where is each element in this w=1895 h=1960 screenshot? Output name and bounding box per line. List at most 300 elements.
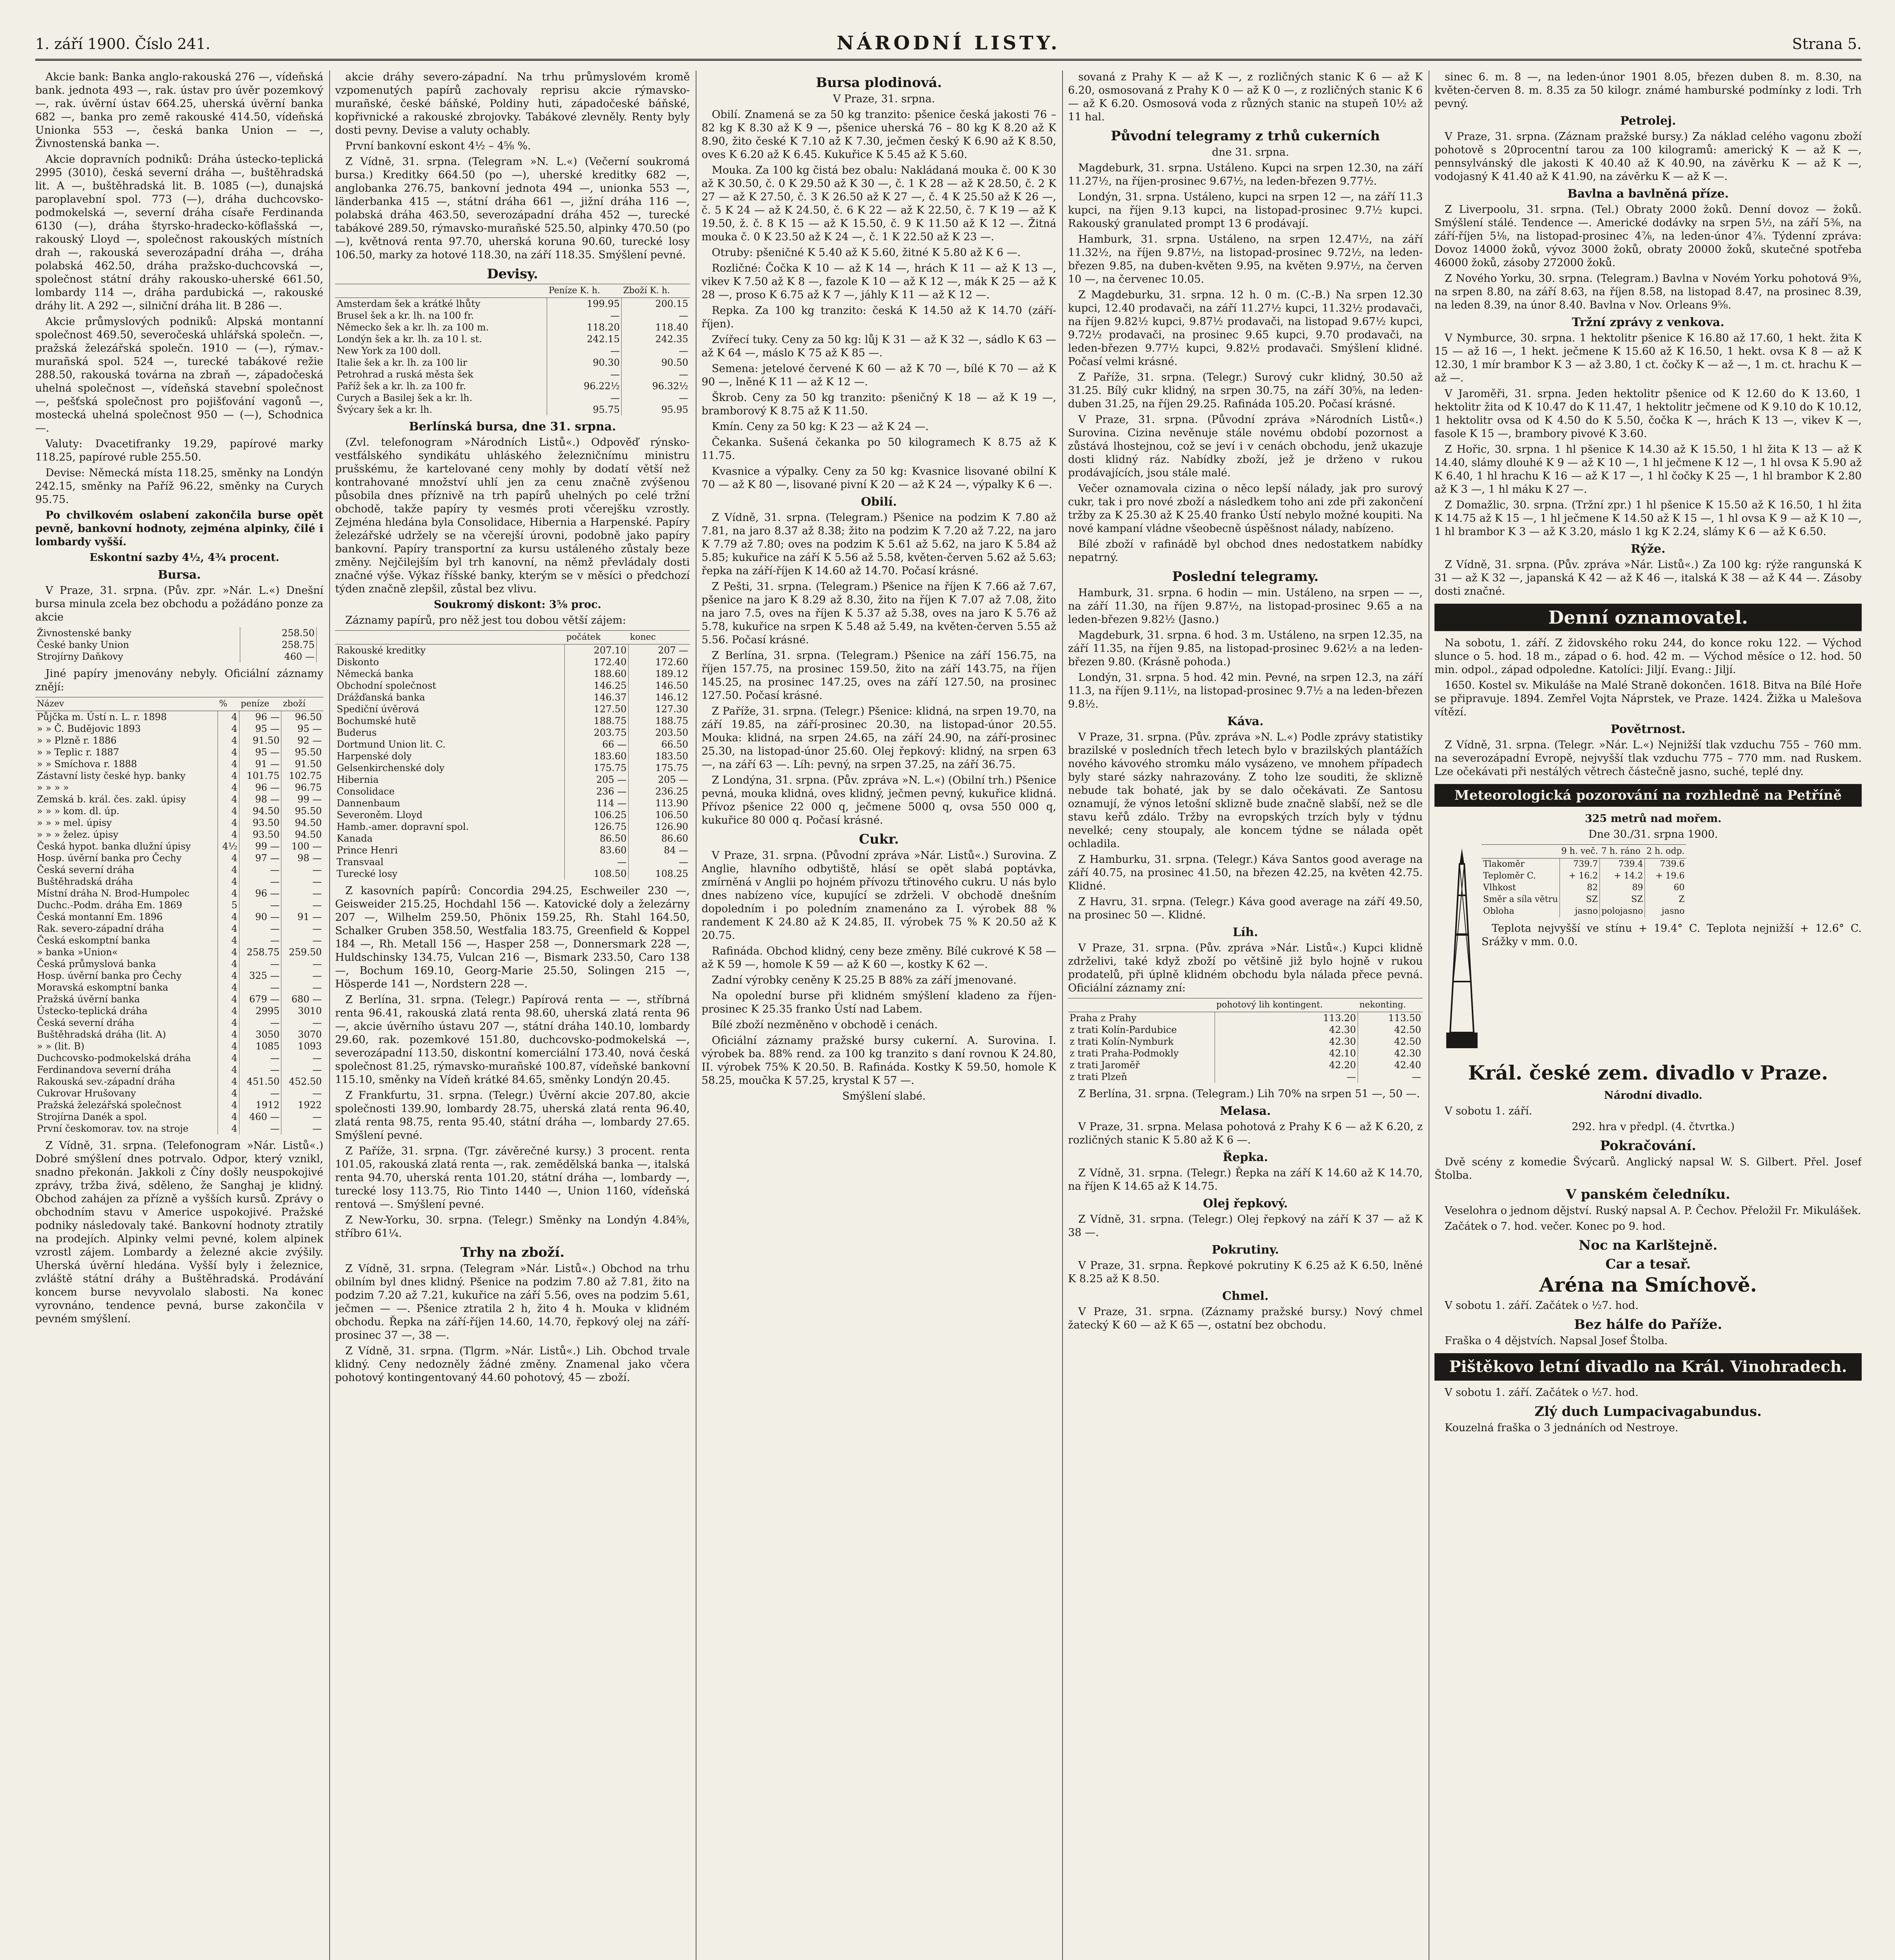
caraway-report: Kmín. Ceny za 50 kg: K 23 — až K 24 —. (712, 421, 929, 433)
table-cell: — (239, 899, 281, 911)
table-header-cell: % (218, 697, 239, 711)
table-cell: z trati Praha-Podmokly (1070, 1048, 1179, 1059)
frankfurt-telegram: Z Frankfurtu, 31. srpna. (Telegr.) Úvěrní akcie 207.80, akcie společnosti 139.90, lombardy 28.75, uherská zlatá renta 96.40, zlatá renta 98.75, renta 95.40, státní dráha —, lombardy 27.65. Smýšlení pevné. (335, 1089, 690, 1142)
table-row (35, 746, 323, 758)
table-cell: 258.50 (240, 627, 317, 639)
afternoon-bourse: Na opolední burse při klidném smýšlení kladeno za říjen-prosinec K 25.35 franko Ústí nad Labem. (702, 990, 1056, 1015)
table-cell: Teploměr C. (1483, 871, 1536, 881)
table-row (335, 691, 690, 703)
table-cell: 98 — (281, 852, 323, 864)
table-row (335, 656, 690, 668)
section-heading: Olej řepkový. (1203, 1197, 1288, 1210)
table-row (35, 723, 323, 735)
table-cell: 4 (218, 1087, 239, 1099)
table-cell: Zástavní listy české hyp. banky (37, 770, 186, 781)
table-cell: — (281, 864, 323, 876)
sugar-report: V Praze, 31. srpna. (Původní zpráva »Nár. Listů«.) Surovina. Z Anglie, hlavního odbytiště, hlásí se opět slabá poptávka, zmírněná v Anglii po hojném přívozu třtinového cukru. U nás bylo dnes nabízeno více, kupující se zdrželi. V obchodě dnešním dopoledním i po poledním znamenáno za I. výrobek 88 % randement K 24.80 až K 24.85, II. výrobek 75 % K 20.50 až K 20.75. (702, 849, 1056, 942)
prague-bourse-text: V Praze, 31. srpna. (Pův. zpr. »Nár. L.«) Dnešní bursa minula zcela bez obchodu a požádáno ponze za akcie (35, 584, 323, 623)
london-last: Londýn, 31. srpna. 5 hod. 42 min. Pevné, na srpen 12.3, na září 11.3, na říjen 9.11½, na listopad-prosinec 9.7½ a na leden-březen 9.8½. (1068, 671, 1423, 710)
table-cell: 4 (218, 852, 239, 864)
table-cell: 91 — (281, 911, 323, 923)
table-cell: 4 (218, 782, 239, 793)
table-cell: 100 — (281, 840, 323, 852)
table-cell: 188.75 (565, 715, 629, 727)
table-row (35, 993, 323, 1005)
table-header-cell: 2 h. odp. (1645, 845, 1686, 858)
table-cell: 4 (218, 770, 239, 782)
table-cell: 183.50 (628, 750, 690, 762)
table-cell: Dortmund Union lit. C. (337, 739, 446, 750)
table-cell: » » » mel. úpisy (37, 817, 112, 828)
table-cell: 96.22½ (547, 380, 622, 392)
table-cell: Spediční úvěrová (337, 704, 419, 715)
table-cell: Harpenské doly (337, 751, 412, 762)
pest-grain: Z Pešti, 31. srpna. (Telegram.) Pšenice na říjen K 7.66 až 7.67, pšenice na jaro K 8.29 až 8.30, žito na říjen K 7.07 až 7.08, žito na jaro 7.5, oves na říjen K 5.37 až 5.38, oves na jaro K 5.76 až 5.78, kukuřice na srpen K 5.48 až 5.49, na květen-červen 5.55 až 5.56. Počasí krásné. (702, 581, 1056, 646)
section-heading: Trhy na zboží. (460, 1245, 565, 1260)
table-cell: 189.12 (628, 668, 690, 680)
table-cell: — (281, 1111, 323, 1123)
table-cell: 4 (218, 1040, 239, 1052)
petrin-tower-icon (1442, 848, 1482, 1052)
column-5 (1434, 71, 1862, 1960)
discount-rate: Eskontní sazby 4½, 4¾ procent. (89, 552, 279, 564)
table-row (335, 786, 690, 797)
table-cell: 203.50 (628, 727, 690, 739)
table-cell: 205 — (628, 774, 690, 786)
cotton-liverpool: Z Liverpoolu, 31. srpna. (Tel.) Obraty 2000 žoků. Denní dovoz — žoků. Smýšlení stálé. Tendence —. Americké dodávky na srpen 5½, na září 5⅜, na září-říjen 5⅛, na listopad-prosinec 4⅞, na leden-únor 4⅞. Týdenní zpráva: Dovoz 14000 žoků, vývoz 3000 žoků, obraty 20000 žoků, skutečné spotřeba 46000 žoků, zásoby 272000 žoků. (1434, 203, 1862, 269)
table-cell: — (281, 876, 323, 887)
table-row (335, 345, 690, 357)
table-cell: 114 — (565, 797, 629, 809)
col2-continuation: akcie dráhy severo-západní. Na trhu průmyslovém kromě vzpomenutých papírů zachovaly reprisu akcie rýmavsko-murañské, české báňské, Poldiny huti, západočeské báňské, kopřivnické a rakouské zbrojovky. Tabákové zlevněly. Renty byly dosti pevny. Devise a valuty ochably. (335, 71, 690, 136)
table-cell: 42.30 (1358, 1047, 1423, 1059)
official-note: Jiné papíry jmenovány nebyly. Oficiální záznamy znějí: (35, 668, 323, 693)
table-cell: — (1215, 1071, 1358, 1083)
table-cell: 325 — (239, 970, 281, 982)
table-cell: — (281, 1123, 323, 1134)
table-cell: 1912 (239, 1099, 281, 1111)
table-cell: 236.25 (628, 786, 690, 797)
magdeburg-last: Magdeburk, 31. srpna. 6 hod. 3 m. Ustáleno, na srpen 12.35, na září 11.35, na říjen 9.85, na listopad-prosinec 9.62½ a na leden-březen 9.80. (Krásně pohoda.) (1068, 629, 1423, 668)
table-header-cell: 9 h. več. (1560, 845, 1600, 858)
table-row (35, 758, 323, 770)
table-cell: 4 (218, 935, 239, 946)
table-cell: Amsterdam šek a krátké lhůty (337, 298, 481, 309)
transport-shares-text: Akcie dopravních podniků: Dráha ústecko-teplická 2995 (3010), česká severní dráha —, buštěhradská lit. A —, buštěhradská lit. B. 1085 (—), dunajská paroplavební spol. 773 (—), dráha duchcovsko-podmokelská —, severní dráha císaře Ferdinanda 6130 (—), dráha štyrsko-hradecko-köflašská —, rakouský Lloyd —, společnost rakouských místních drah —, rakouská severozápadní dráha —, dráha polabská 462.50, dráha pražsko-duchcovská —, společnost státní dráhy rakousko-uherské 661.50, lombardy 114 —, dráha pardubická —, rakouské dráhy lit. A 292 —, silniční dráha lit. B 286 —. (35, 153, 323, 312)
table-cell: 96.75 (281, 782, 323, 793)
newyork-telegram: Z New-Yorku, 30. srpna. (Telegr.) Směnky na Londýn 4.84⅝, stříbro 61¼. (335, 1214, 690, 1240)
newspaper-title: NÁRODNÍ LISTY. (836, 32, 1061, 54)
table-row (35, 1040, 323, 1052)
table-row (35, 782, 323, 793)
table-row (35, 911, 323, 923)
records-note: Záznamy papírů, pro něž jest tou dobou větší zájem: (345, 614, 626, 626)
berlin-telegram: Z Berlína, 31. srpna. (Telegr.) Papírová renta — —, stříbrná renta 96.41, rakouská zlatá renta 98.60, uherská zlatá renta 96 —, akcie úvěrního ústavu 207 —, státní dráha 140.10, lombardy 29.60, rak. pozemkové 151.80, duchcovsko-podmokelská —, severozápadní 113.50, diskontní komerciální 173.40, nová česká společnost 81.25, rýmavsko-murañské 100.87, vídeňské bankovní 115.10, směnky na Vídeň krátké 84.65, směnky Londýn 20.45. (335, 994, 690, 1086)
table-cell: 96.32½ (622, 380, 690, 392)
meteo-extra: Teplota nejvyšší ve stínu + 19.4° C. Teplota nejnižší + 12.6° C. Srážky v mm. 0.0. (1482, 922, 1862, 948)
meteo-height: 325 metrů nad mořem. (1585, 813, 1722, 825)
table-cell: 146.12 (628, 691, 690, 703)
petroleum-report: V Praze, 31. srpna. (Záznam pražské bursy.) Za náklad celého vagonu zboží pohotově s 20procentní tarou za 100 kilogramů: americký K — až K —, pennsylvánský dle jakosti K 40.40 až K 40.90, na závěrku K — až K —, vodojasný K 41.40 až K 41.90, na závěrku K — až K —. (1434, 131, 1862, 183)
table-cell: — (628, 856, 690, 868)
table-cell: 95.50 (281, 805, 323, 817)
table-cell: + 19.6 (1645, 870, 1686, 882)
table-cell: 126.75 (565, 821, 629, 833)
table-cell: 96 — (239, 887, 281, 899)
table-row (335, 357, 690, 368)
table-cell: — (239, 935, 281, 946)
byproducts-report: Zadní výrobky ceněny K 25.25 B 88% za září jmenované. (712, 974, 1017, 986)
table-cell: 97 — (239, 852, 281, 864)
table-cell: 108.25 (628, 868, 690, 880)
table-row (35, 1005, 323, 1017)
evening-sugar: Večer oznamovala cizina o něco lepší nálady, jak pro surový cukr, tak i pro nové zboží a následkem toho ani zde při zakončení tržby za K 25.30 až K 25.40 franko Ústí nebylo možné koupiti. Na nové kampaní vládne všeobecně úspěšnost nálady, nabízeno. (1068, 483, 1423, 535)
table-cell: Česká průmyslová banka (37, 958, 156, 969)
table-cell: » » Plzně r. 1886 (37, 735, 117, 746)
magdeburg-report-2: Z Magdeburku, 31. srpna. 12 h. 0 m. (C.-B.) Na srpen 12.30 kupci, 12.40 prodavači, na září 11.27½ kupci, 11.32½ prodavači, na říjen 9.82½ kupci, 9.87½ prodavači, na listopad 9.67½ kupci, 9.72½ prodavači, na prosinec 9.65 kupci, 9.70 prodavači, na leden-březen 9.77½ kupci, 9.82½ prodavači. Smýšlení klidné. Počasí velmi krásné. (1068, 289, 1423, 368)
table-cell (316, 627, 323, 639)
table-cell: Rak. severo-západní dráha (37, 923, 164, 934)
table-cell: 4 (218, 1123, 239, 1134)
market-summary: Po chvilkovém oslabení zakončila burse opět pevně, bankovní hodnoty, zejména alpinky, čilé i lombardy vyšší. (35, 509, 323, 548)
paris-telegram: Z Paříže, 31. srpna. (Tgr. závěrečné kursy.) 3 procent. renta 101.05, rakouská zlatá renta —, rak. zemědělská banka —, italská renta 94.70, uherská renta 101.20, státní dráha —, lombardy —, turecké losy 113.75, Rio Tinto 1440 —, Union 1160, vídeňská rentová —. Smýšlení pevné. (335, 1145, 690, 1210)
table-cell: 146.50 (628, 680, 690, 691)
table-cell: Živnostenské banky (37, 628, 132, 639)
table-cell: 739.4 (1599, 858, 1645, 871)
bran-report: Otruby: pšeničné K 5.40 až K 5.60, žitné K 5.80 až K 6 —. (712, 247, 1021, 259)
table-cell: 4 (218, 970, 239, 982)
table-row (335, 715, 690, 727)
table-cell: — (622, 392, 690, 404)
table-row (35, 876, 323, 887)
col4-continuation: sovaná z Prahy K — až K —, z rozličných stanic K 6 — až K 6.20, osmosovaná z Prahy K 0 — až K 0 —, z rozličných stanic K 6 — až K 6.20. Osmosová voda z různých stanic na stupeň 10½ až 11 hal. (1068, 71, 1423, 123)
table-row (35, 829, 323, 840)
table-cell: 95 — (239, 746, 281, 758)
table-cell: Buderus (337, 727, 377, 738)
table-cell: 242.15 (547, 333, 622, 345)
table-cell: Brusel šek a kr. lh. na 100 fr. (337, 310, 474, 321)
table-row (35, 639, 323, 651)
table-cell: 42.30 (1215, 1036, 1358, 1047)
white-goods: Bílé zboží nezměněno v obchodě i cenách. (712, 1019, 938, 1031)
table-row (335, 392, 690, 404)
table-cell: 4 (218, 735, 239, 746)
table-header-cell: Zboží K. h. (622, 284, 690, 298)
play-title: Pokračování. (1600, 1138, 1696, 1154)
table-row (335, 844, 690, 856)
cakes-report: V Praze, 31. srpna. Řepkové pokrutiny K 6.25 až K 6.50, lněné K 8.25 až K 8.50. (1068, 1259, 1423, 1285)
table-cell: 127.30 (628, 703, 690, 715)
table-cell: Curych a Basilej šek a kr. lh. (337, 392, 473, 403)
table-cell: Hosp. úvěrní banka pro Čechy (37, 970, 182, 981)
meteo-banner: Meteorologická pozorování na rozhledně na Petříně (1434, 784, 1862, 807)
table-cell: 108.50 (565, 868, 629, 880)
table-cell: Hosp. úvěrní banka pro Čechy (37, 853, 182, 864)
table-cell: 66 — (565, 739, 629, 750)
play-title: V panském čeledníku. (1566, 1187, 1730, 1202)
section-heading: Řepka. (1222, 1151, 1268, 1164)
table-cell: 102.75 (281, 770, 323, 782)
table-cell: 42.50 (1358, 1036, 1423, 1047)
table-cell: — (281, 923, 323, 935)
table-cell: 60 (1645, 882, 1686, 894)
table-cell: Buštěhradská dráha (37, 876, 133, 887)
table-cell: 94.50 (281, 829, 323, 840)
table-row (1068, 1071, 1423, 1083)
table-cell: 4 (218, 1076, 239, 1087)
table-row (35, 735, 323, 746)
table-cell: 113.90 (628, 797, 690, 809)
table-cell: Z (1645, 894, 1686, 906)
table-cell: Kanada (337, 833, 373, 844)
table-cell: » » Teplic r. 1887 (37, 747, 119, 758)
chicory-report: Čekanka. Sušená čekanka po 50 kilogramech K 8.75 až K 11.75. (702, 436, 1056, 462)
table-cell: 89 (1599, 882, 1645, 894)
table-cell: 94.50 (281, 817, 323, 829)
table-cell: 95.95 (622, 404, 690, 416)
table-cell: 175.75 (565, 762, 629, 774)
play-title: Noc na Karlštejně. (1578, 1238, 1718, 1253)
section-heading: Rýže. (1630, 542, 1666, 556)
table-cell: Moravská eskomptní banka (37, 982, 169, 993)
bank-shares-text: Akcie bank: Banka anglo-rakouská 276 —, vídeňská bank. jednota 493 —, rak. ústav pro úvěr pozemkový —, rak. úvěrní ústav 664.25, uherská úvěrní banka 682 —, banka pro země rakouské 414.50, vídeňská Unionka 553 —, česká banka Union — —, Živnostenská banka —. (35, 71, 323, 150)
table-cell: — (281, 982, 323, 993)
table-cell: SZ (1560, 894, 1600, 906)
table-row (35, 840, 323, 852)
column-4 (1068, 71, 1423, 1960)
table-row (1068, 1059, 1423, 1071)
dateline: V Praze, 31. srpna. (833, 93, 935, 105)
table-header-cell: zboží (281, 697, 323, 711)
table-row (35, 958, 323, 970)
table-row (335, 750, 690, 762)
table-header-cell: Peníze K. h. (547, 284, 622, 298)
table-cell: 680 — (281, 993, 323, 1005)
table-row (335, 727, 690, 739)
hamburg-last: Hamburk, 31. srpna. 6 hodin — min. Ustáleno, na srpen — —, na září 11.30, na říjen 9.87½, na listopad-prosinec 9.65 a na leden-březen 9.82½ (Jasno.) (1068, 587, 1423, 626)
arena-title: Aréna na Smíchově. (1539, 1273, 1757, 1296)
table-cell: 207 — (628, 644, 690, 657)
table-header-cell (335, 631, 565, 644)
table-cell: — (622, 368, 690, 380)
play-title: Car a tesař. (1605, 1256, 1691, 1272)
cotton-newyork: Z Nového Yorku, 30. srpna. (Telegram.) Bavlna v Novém Yorku pohotová 9⅝, na srpen 8.80, na září 8.63, na říjen 8.58, na listopad 8.47, na prosinec 8.39, na leden 8.39, na únor 8.40. Bavlna v Nov. Orleans 9⅝. (1434, 272, 1862, 311)
currency-text: Valuty: Dvacetifranky 19.29, papírové marky 118.25, papírové ruble 255.50. (35, 438, 323, 463)
table-cell: 92 — (281, 735, 323, 746)
table-cell: 86.60 (628, 833, 690, 844)
table-cell: Tlakoměr (1483, 859, 1525, 869)
table-cell: 4½ (218, 840, 239, 852)
section-heading: Líh. (1233, 926, 1258, 939)
table-cell: Prince Henri (337, 845, 398, 856)
table-cell: 4 (218, 793, 239, 805)
table-row (335, 868, 690, 880)
table-cell: 96.50 (281, 711, 323, 723)
table-cell: » » Č. Budějovic 1893 (37, 723, 141, 734)
table-row (335, 380, 690, 392)
table-cell: Turecké losy (337, 868, 397, 879)
table-cell: 42.10 (1215, 1047, 1358, 1059)
oil-report: Z Vídně, 31. srpna. (Telegr.) Olej řepkový na září K 37 — až K 38 —. (1068, 1213, 1423, 1239)
table-cell: Česká eskomptní banka (37, 935, 151, 946)
table-cell: 94.50 (239, 805, 281, 817)
table-cell: 66.50 (628, 739, 690, 750)
table-cell (316, 639, 323, 651)
masthead (35, 31, 1862, 61)
table-cell: 3010 (281, 1005, 323, 1017)
table-header-cell (1482, 845, 1560, 858)
table-row (35, 970, 323, 982)
table-row (335, 703, 690, 715)
table-header-cell: konec (628, 631, 690, 644)
table-cell: SZ (1599, 894, 1645, 906)
table-cell: 258.75 (239, 946, 281, 958)
section-heading: Pokrutiny. (1211, 1243, 1279, 1257)
table-cell: » » (lit. B) (37, 1041, 85, 1052)
table-cell: Vlhkost (1483, 883, 1516, 893)
table-cell: Zemská b. král. čes. zakl. úpisy (37, 794, 186, 805)
table-cell: Ústecko-teplická dráha (37, 1005, 148, 1016)
table-cell: 679 — (239, 993, 281, 1005)
table-cell: — (239, 1123, 281, 1134)
table-header-cell (335, 284, 547, 298)
theater-subtitle: Národní divadlo. (1604, 1089, 1703, 1102)
table-row (335, 797, 690, 809)
table-cell: Strojírny Daňkovy (37, 651, 123, 662)
table-row (335, 833, 690, 844)
table-row (335, 310, 690, 321)
table-cell: 42.30 (1215, 1024, 1358, 1036)
grain-report: Obilí. Znamená se za 50 kg tranzito: pšenice česká jakosti 76 – 82 kg K 8.30 až K 9 —, pšenice uherská 76 – 80 kg K 8.20 až K 8.90, žito české K 7.10 až K 7.30, ječmen český K 6.90 až K 8.50, oves K 6.20 až K 6.45. Kukuřice K 5.45 až K 5.60. (702, 109, 1056, 161)
table-cell: 4 (218, 876, 239, 887)
devise-text: Devise: Německá místa 118.25, směnky na Londýn 242.15, směnky na Paříž 96.22, směnky na Curych 95.75. (35, 467, 323, 506)
table-cell: Místní dráha N. Brod-Humpolec (37, 888, 190, 899)
table-row (35, 1123, 323, 1134)
section-heading: Tržní zprávy z venkova. (1572, 316, 1725, 329)
market-domazlice: Z Domažlic, 30. srpna. (Tržní zpr.) 1 hl pšenice K 15.50 až K 16.50, 1 hl žita K 14.75 až K 15 —, 1 hl ječmene K 14.50 až K 15 —, 1 hl ovsa K 9 — až K 10 —, 1 hl brambor K 3 — až K 3.20, máslo 1 kg K 2.24, slámy K 6 — až K 6.50. (1434, 499, 1862, 538)
table-cell: 4 (218, 829, 239, 840)
table-cell: 4 (218, 1064, 239, 1076)
table-cell: 188.60 (565, 668, 629, 680)
table-cell: Praha z Prahy (1070, 1013, 1137, 1024)
table-cell: 4 (218, 805, 239, 817)
table-cell: — (1358, 1071, 1423, 1083)
table-cell: jasno (1645, 906, 1686, 917)
table-row (335, 298, 690, 310)
section-heading: Bavlna a bavlněná příze. (1567, 187, 1729, 201)
table-cell: — (547, 392, 622, 404)
theater-date: V sobotu 1. září. (1445, 1105, 1532, 1117)
table-cell: 146.37 (565, 691, 629, 703)
bonds-table (35, 697, 323, 1134)
table-row (335, 668, 690, 680)
market-nymburk: V Nymburce, 30. srpna. 1 hektolitr pšenice K 16.80 až 17.60, 1 hekt. žita K 15 — až 16 —, 1 hekt. ječmene K 15.60 až K 16.50, 1 hekt. ovsa K 8 — až K 12.30, 1 mír brambor K 3 — až 3.80, 1 ct. čočky K — až —, 1 m. ct. hrachu K — až —. (1434, 332, 1862, 384)
table-cell: 739.6 (1645, 858, 1686, 871)
table-cell: Rakouská sev.-západní dráha (37, 1076, 175, 1087)
table-cell: Pražská úvěrní banka (37, 994, 140, 1005)
table-cell: z trati Jaroměř (1070, 1060, 1140, 1071)
play-title: Bez hálfe do Paříže. (1574, 1317, 1722, 1332)
vinohrady-date: V sobotu 1. září. Začátek o ½7. hod. (1445, 1387, 1639, 1399)
paris-sugar: Z Paříže, 31. srpna. (Telegr.) Surový cukr klidný, 30.50 až 31.25. Bílý cukr klidný, na srpen 30.75, na září 30⅝, na leden-duben 31.25, na říjen 29.25. Rafináda 105.20. Počasí krásné. (1068, 371, 1423, 410)
table-cell: 4 (218, 1029, 239, 1040)
table-cell: 82 (1560, 882, 1600, 894)
table-cell: České banky Union (37, 639, 129, 650)
paris-grain: Z Paříže, 31. srpna. (Telegr.) Pšenice: klidná, na srpen 19.70, na září 19.85, na září-prosinec 20.30, na listopad-únor 20.55. Mouka: klidná, na srpen 24.65, na září 24.90, na září-prosinec 25.30, na listopad-únor 25.60. Olej řepkový: klidný, na srpen 63 —, na září 63 —. Líh: pevný, na srpen 37.25, na září 36.75. (702, 705, 1056, 771)
table-row (35, 711, 323, 723)
table-row (335, 680, 690, 691)
table-cell: 42.20 (1215, 1059, 1358, 1071)
table-row (335, 774, 690, 786)
table-cell: 205 — (565, 774, 629, 786)
table-cell: 242.35 (622, 333, 690, 345)
play-description: Veselohra o jednom dějství. Ruský napsal A. P. Čechov. Přeložil Fr. Mikulášek. (1445, 1205, 1861, 1217)
cash-papers: Z kasovních papírů: Concordia 294.25, Eschweiler 230 —, Geisweider 215.25, Hochdahl 156 —. Katovické doly a železárny 207 —, Wilhelm 259.50, Phönix 159.25, Rh. Stahl 164.50, Schalker Gruben 358.50, Westfalia 183.75, Greenfield & Koppel 184 —, Rh. Metall 156 —, Hasper 258 —, Donnersmark 228 —, Huldschinsky 134.75, Vulcan 216 —, Bismark 233.50, Caro 138 —, Bochum 169.10, Georg-Marie 25.50, Solingen 215 —, Hösperde 141 —, Nordstern 228 —. (335, 885, 690, 990)
table-row (35, 770, 323, 782)
table-cell: 4 (218, 993, 239, 1005)
table-cell: 95 — (239, 723, 281, 735)
table-cell: Duchcovsko-podmokelská dráha (37, 1053, 191, 1063)
table-cell: 1085 (239, 1040, 281, 1052)
table-row (35, 899, 323, 911)
table-cell: + 16.2 (1560, 870, 1600, 882)
table-cell: Obloha (1483, 906, 1514, 916)
table-cell: Duchc.-Podm. dráha Em. 1869 (37, 900, 182, 911)
table-cell: Consolidace (337, 786, 395, 797)
table-cell: » » » » (37, 782, 69, 793)
table-cell: Strojírna Danék a spol. (37, 1111, 147, 1122)
hops-report: V Praze, 31. srpna. (Záznamy pražské bursy.) Nový chmel žatecký K 60 — až K 65 —, ostatní bez obchodu. (1068, 1306, 1423, 1331)
table-cell: 91.50 (239, 735, 281, 746)
table-cell: — (239, 958, 281, 970)
table-row (1482, 858, 1686, 871)
section-heading: Melasa. (1220, 1104, 1271, 1118)
table-cell: Dannenbaum (337, 798, 401, 809)
table-cell: — (239, 1087, 281, 1099)
table-cell: 113.50 (1358, 1012, 1423, 1024)
berlin-table (335, 630, 690, 880)
table-cell: 200.15 (622, 298, 690, 310)
table-cell: 4 (218, 1052, 239, 1064)
table-row (35, 651, 323, 662)
animal-fats-report: Zvířecí tuky. Ceny za 50 kg: lůj K 31 — až K 32 —, sádlo K 63 — až K 64 —, máslo K 75 až K 85 —. (702, 334, 1056, 359)
table-cell: z trati Kolín-Nymburk (1070, 1036, 1174, 1047)
table-row (1068, 1036, 1423, 1047)
various-report: Rozličné: Čočka K 10 — až K 14 —, hrách K 11 — až K 13 —, vikev K 7.50 až K 8 —, fazole K 10 — až K 12 —, mák K 25 — až K 28 —, proso K 6.75 až K 7 —, jáhly K 11 — až K 12 —. (702, 262, 1056, 301)
private-discount: Soukromý diskont: 3⅝ proc. (433, 599, 602, 611)
table-cell: 207.10 (565, 644, 629, 657)
section-heading: Bursa plodinová. (816, 75, 942, 91)
table-row (335, 333, 690, 345)
table-cell: 95.75 (547, 404, 622, 416)
table-header-cell: nekonting. (1358, 998, 1423, 1012)
shares-table (35, 627, 323, 662)
table-cell: — (281, 1017, 323, 1029)
table-cell: 4 (218, 817, 239, 829)
rapeseed-vienna: Z Vídně, 31. srpna. (Telegr.) Řepka na září K 14.60 až K 14.70, na říjen K 14.65 až K 14.75. (1068, 1167, 1423, 1192)
prague-sugar: V Praze, 31. srpna. (Původní zpráva »Národních Listů«.) Surovina. Cizina nevěnuje stále novému období pozornost a zůstává lhostejnou, což se jeví i v cenách obchodu, jenž ukazuje dosti klidný ráz. Nabídky zboží, jež je drženo v rukou prodávajících, jsou stále malé. (1068, 414, 1423, 479)
table-cell: Směr a síla větru (1483, 895, 1558, 904)
table-row (1068, 1047, 1423, 1059)
table-cell: Německo šek a kr. lh. za 100 m. (337, 322, 489, 333)
table-cell: 4 (218, 946, 239, 958)
table-cell: — (239, 876, 281, 887)
table-cell: 4 (218, 711, 239, 723)
table-header-cell: pohotový lih kontingent. (1215, 998, 1358, 1012)
page-number: Strana 5. (1792, 35, 1862, 53)
table-row (1482, 894, 1686, 906)
play-title: Zlý duch Lumpacivagabundus. (1534, 1404, 1762, 1419)
